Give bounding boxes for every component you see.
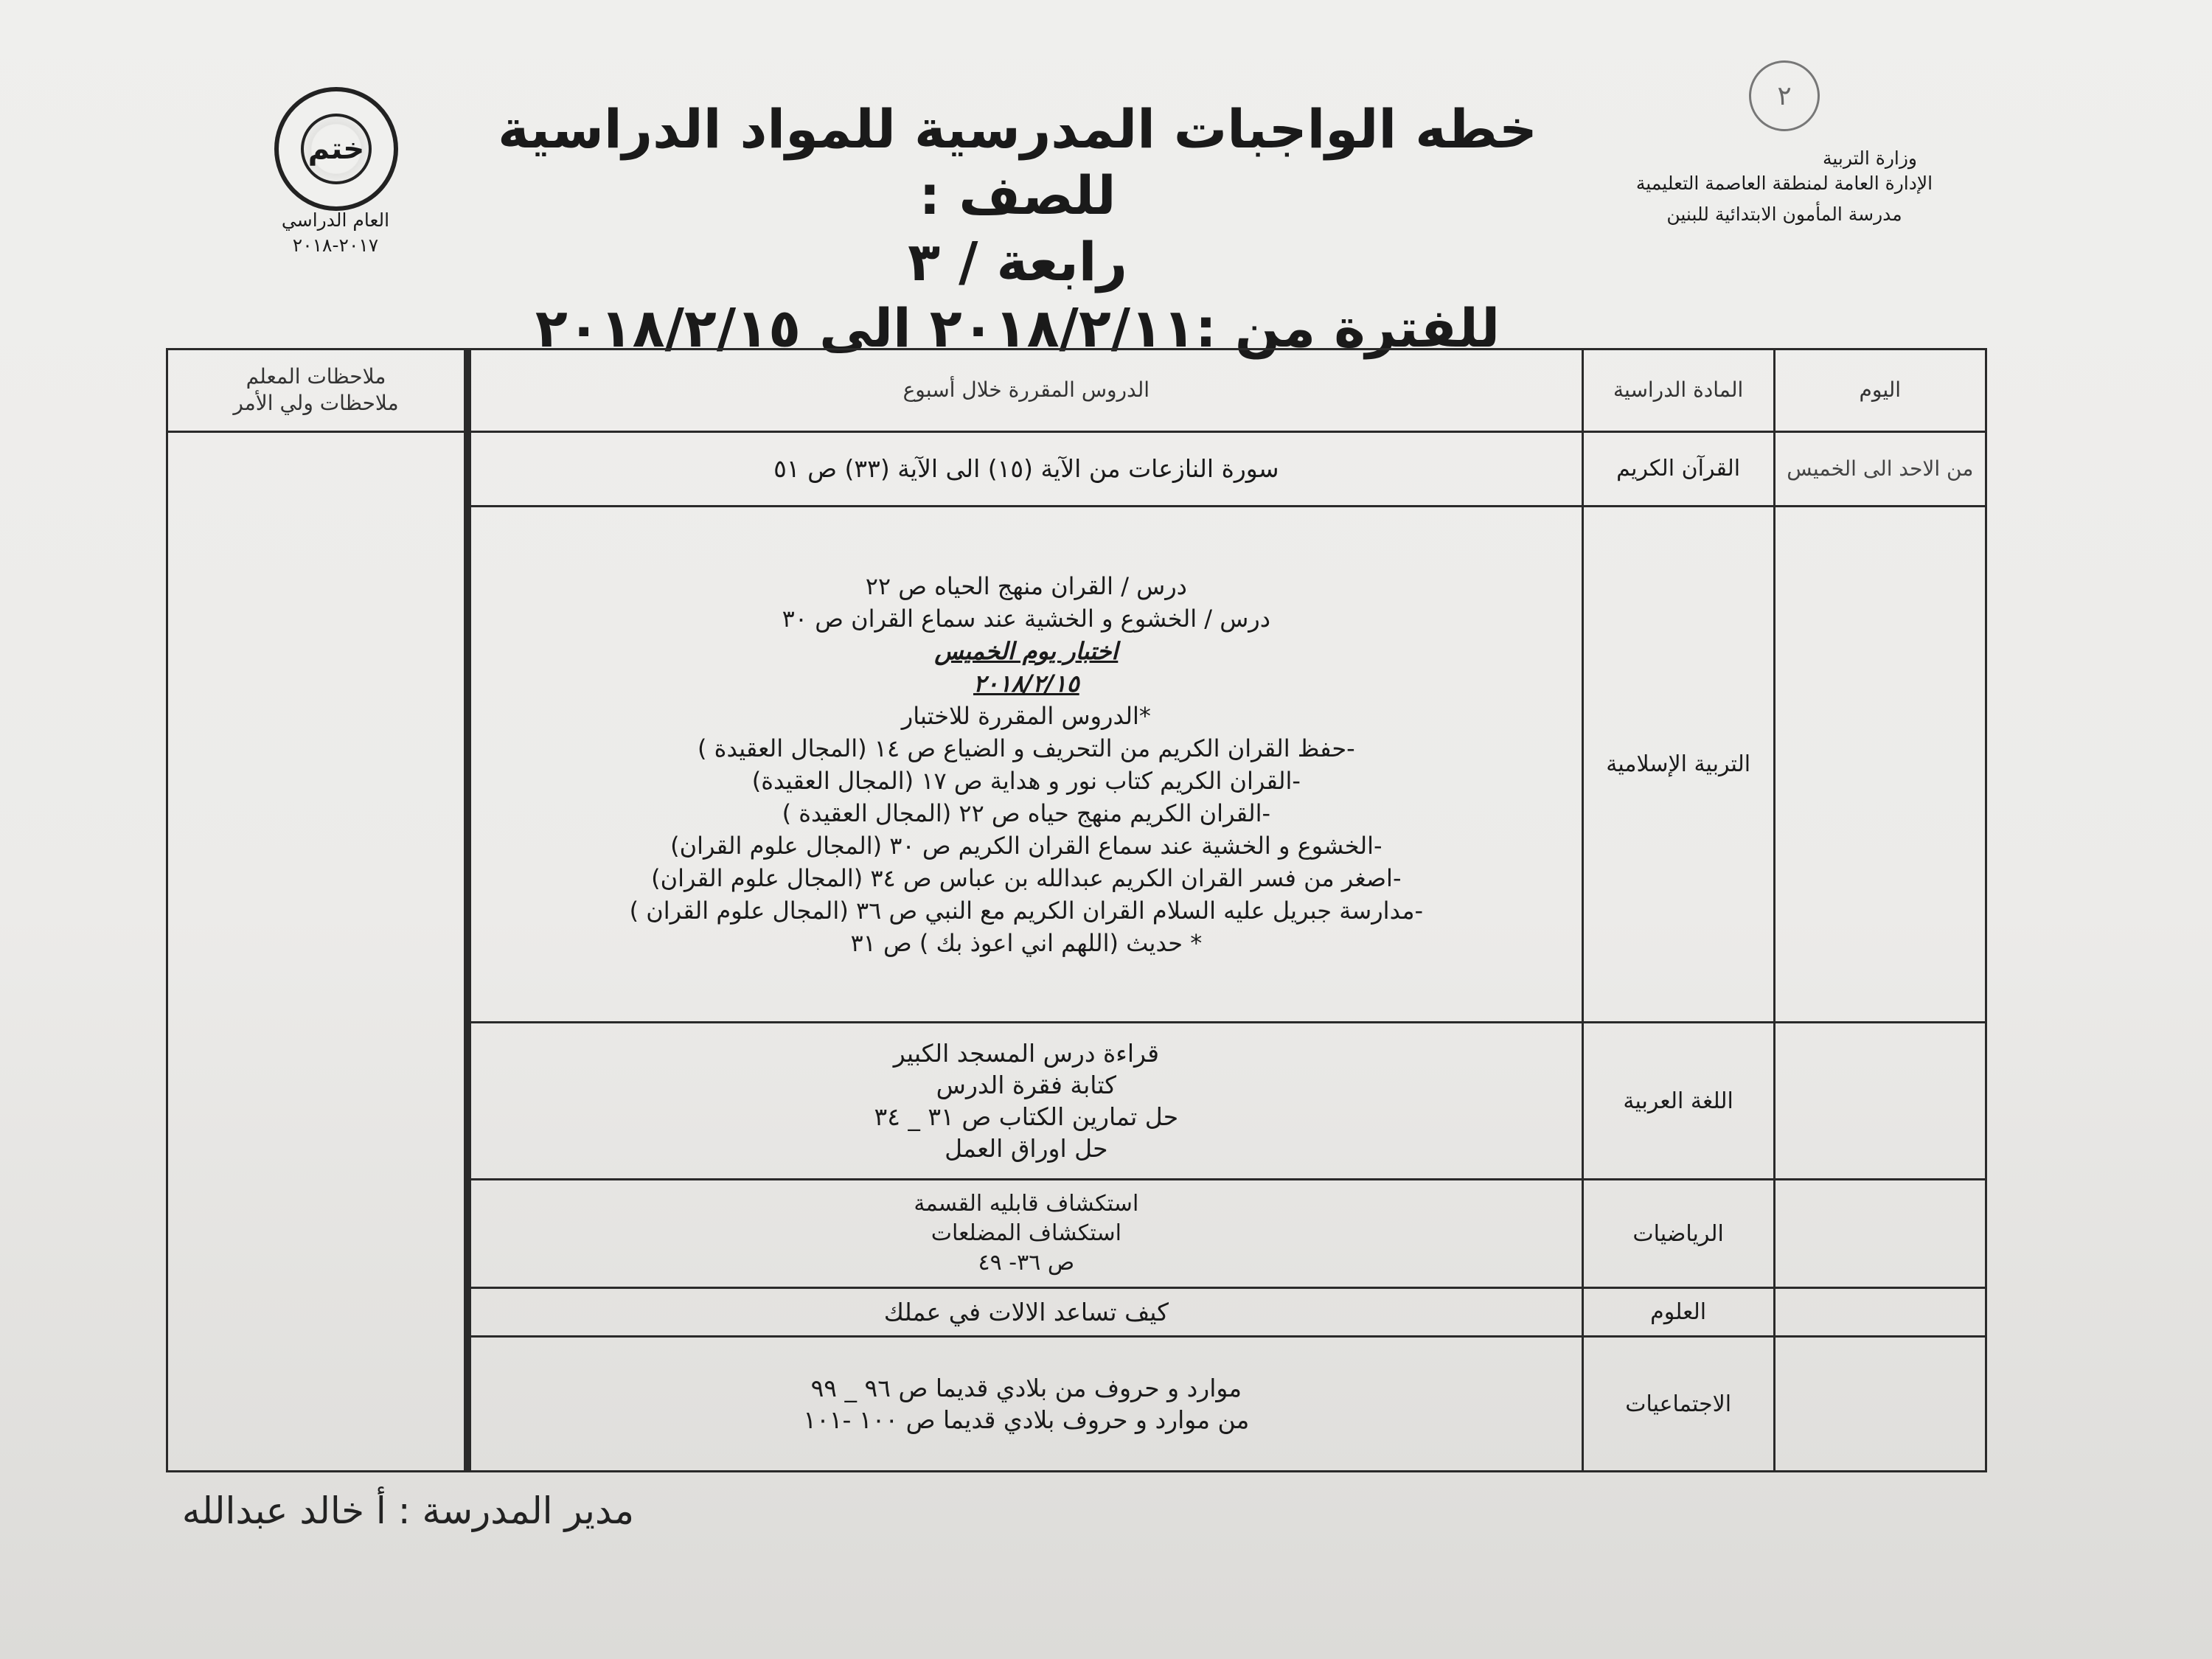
emblem-glyph: ۲: [1777, 80, 1792, 111]
period-label: للفترة من :٢٠١٨/٢/١١ الى ٢٠١٨/٢/١٥: [535, 297, 1500, 359]
exam-date: ٢٠١٨/٢/١٥: [973, 669, 1079, 698]
lesson-line: -القران الكريم منهج حياه ص ٢٢ (المجال العقيدة ): [782, 799, 1271, 827]
lesson-line: كتابة فقرة الدرس: [936, 1071, 1116, 1100]
lesson-line: حل اوراق العمل: [945, 1134, 1108, 1164]
lesson-line: سورة النازعات من الآية (١٥) الى الآية (٣٣) ص ٥١: [773, 454, 1279, 484]
ministry-name: وزارة التربية: [1822, 147, 1917, 169]
lesson-line: من موارد و حروف بلادي قديما ص ١٠٠ -١٠١: [803, 1405, 1250, 1435]
school-seal-stamp: [274, 87, 398, 211]
lessons-cell: [467, 1337, 1582, 1472]
lesson-line: *الدروس المقررة للاختبار: [901, 701, 1151, 730]
table-row: [167, 431, 1986, 506]
year-label: العام الدراسي: [281, 209, 390, 231]
lesson-line: حل تمارين الكتاب ص ٣١ _ ٣٤: [874, 1102, 1179, 1132]
header-notes: [167, 349, 467, 432]
lesson-line: -القران الكريم كتاب نور و هداية ص ١٧ (المجال العقيدة): [751, 766, 1301, 795]
seal-center: ختم: [301, 114, 372, 184]
subject-cell: القرآن الكريم: [1582, 431, 1774, 506]
day-cell-empty: [1774, 1288, 1986, 1337]
lessons-cell: [467, 1023, 1582, 1180]
subject-cell: الاجتماعيات: [1582, 1337, 1774, 1472]
day-cell-empty: [1774, 1023, 1986, 1180]
page-title: خطه الواجبات المدرسية للمواد الدراسية للصف :: [498, 98, 1537, 226]
school-name: مدرسة المأمون الابتدائية للبنين: [1666, 204, 1902, 225]
exam-label: اختبار يوم الخميس: [934, 636, 1119, 665]
lesson-line: * حديث (اللهم اني اعوذ بك ) ص ٣١: [850, 928, 1203, 957]
subject-cell: الرياضيات: [1582, 1180, 1774, 1288]
header-subject: المادة الدراسية: [1582, 349, 1774, 432]
ministry-emblem-icon: [1749, 60, 1820, 131]
day-cell: من الاحد الى الخميس: [1774, 431, 1986, 506]
subject-cell: العلوم: [1582, 1288, 1774, 1337]
lesson-line: موارد و حروف من بلادي قديما ص ٩٦ _ ٩٩: [810, 1374, 1242, 1403]
lesson-line: -حفظ القران الكريم من التحريف و الضياع ص ١٤ (المجال العقيدة ): [698, 734, 1355, 762]
lesson-line: -مدارسة جبريل عليه السلام القران الكريم مع النبي ص ٣٦ (المجال علوم القران ): [629, 896, 1424, 925]
lesson-line: استكشاف المضلعات: [931, 1220, 1121, 1247]
principal-signature: مدير المدرسة : أ خالد عبدالله: [181, 1489, 634, 1532]
lesson-line: -اصغر من فسر القران الكريم عبدالله بن عباس ص ٣٤ (المجال علوم القران): [651, 863, 1402, 892]
day-cell-empty: [1774, 1337, 1986, 1472]
header-day: اليوم: [1774, 349, 1986, 432]
lesson-line: قراءة درس المسجد الكبير: [893, 1039, 1159, 1068]
homework-plan-table: [166, 348, 1987, 1472]
lesson-line: كيف تساعد الالات في عملك: [883, 1298, 1169, 1327]
directorate-name: الإدارة العامة لمنطقة العاصمة التعليمية: [1635, 173, 1933, 194]
year-block: [243, 208, 428, 258]
notes-cell: [167, 431, 467, 1471]
day-cell-empty: [1774, 1180, 1986, 1288]
grade-label: رابعة / ٣: [908, 231, 1127, 293]
lessons-cell: [467, 431, 1582, 506]
ministry-block: [1607, 146, 1961, 227]
table-header-row: [167, 349, 1986, 432]
lesson-line: درس / القران منهج الحياه ص ٢٢: [865, 571, 1187, 600]
header-notes-parent: ملاحظات ولي الأمر: [233, 391, 399, 416]
year-value: ٢٠١٧-٢٠١٨: [292, 234, 379, 256]
lessons-cell: [467, 507, 1582, 1023]
subject-cell: التربية الإسلامية: [1582, 507, 1774, 1023]
header-lessons: الدروس المقررة خلال أسبوع: [467, 349, 1582, 432]
lesson-line: ص ٣٦- ٤٩: [978, 1250, 1075, 1276]
subject-cell: اللغة العربية: [1582, 1023, 1774, 1180]
day-cell-empty: [1774, 507, 1986, 1023]
lesson-line: درس / الخشوع و الخشية عند سماع القران ص ٣٠: [782, 604, 1270, 633]
lessons-cell: [467, 1288, 1582, 1337]
page-title-block: [442, 96, 1593, 361]
header-notes-teacher: ملاحظات المعلم: [246, 364, 386, 389]
lessons-cell: [467, 1180, 1582, 1288]
lesson-line: -الخشوع و الخشية عند سماع القران الكريم ص ٣٠ (المجال علوم القران): [670, 831, 1382, 860]
lesson-line: استكشاف قابليه القسمة: [914, 1191, 1139, 1217]
